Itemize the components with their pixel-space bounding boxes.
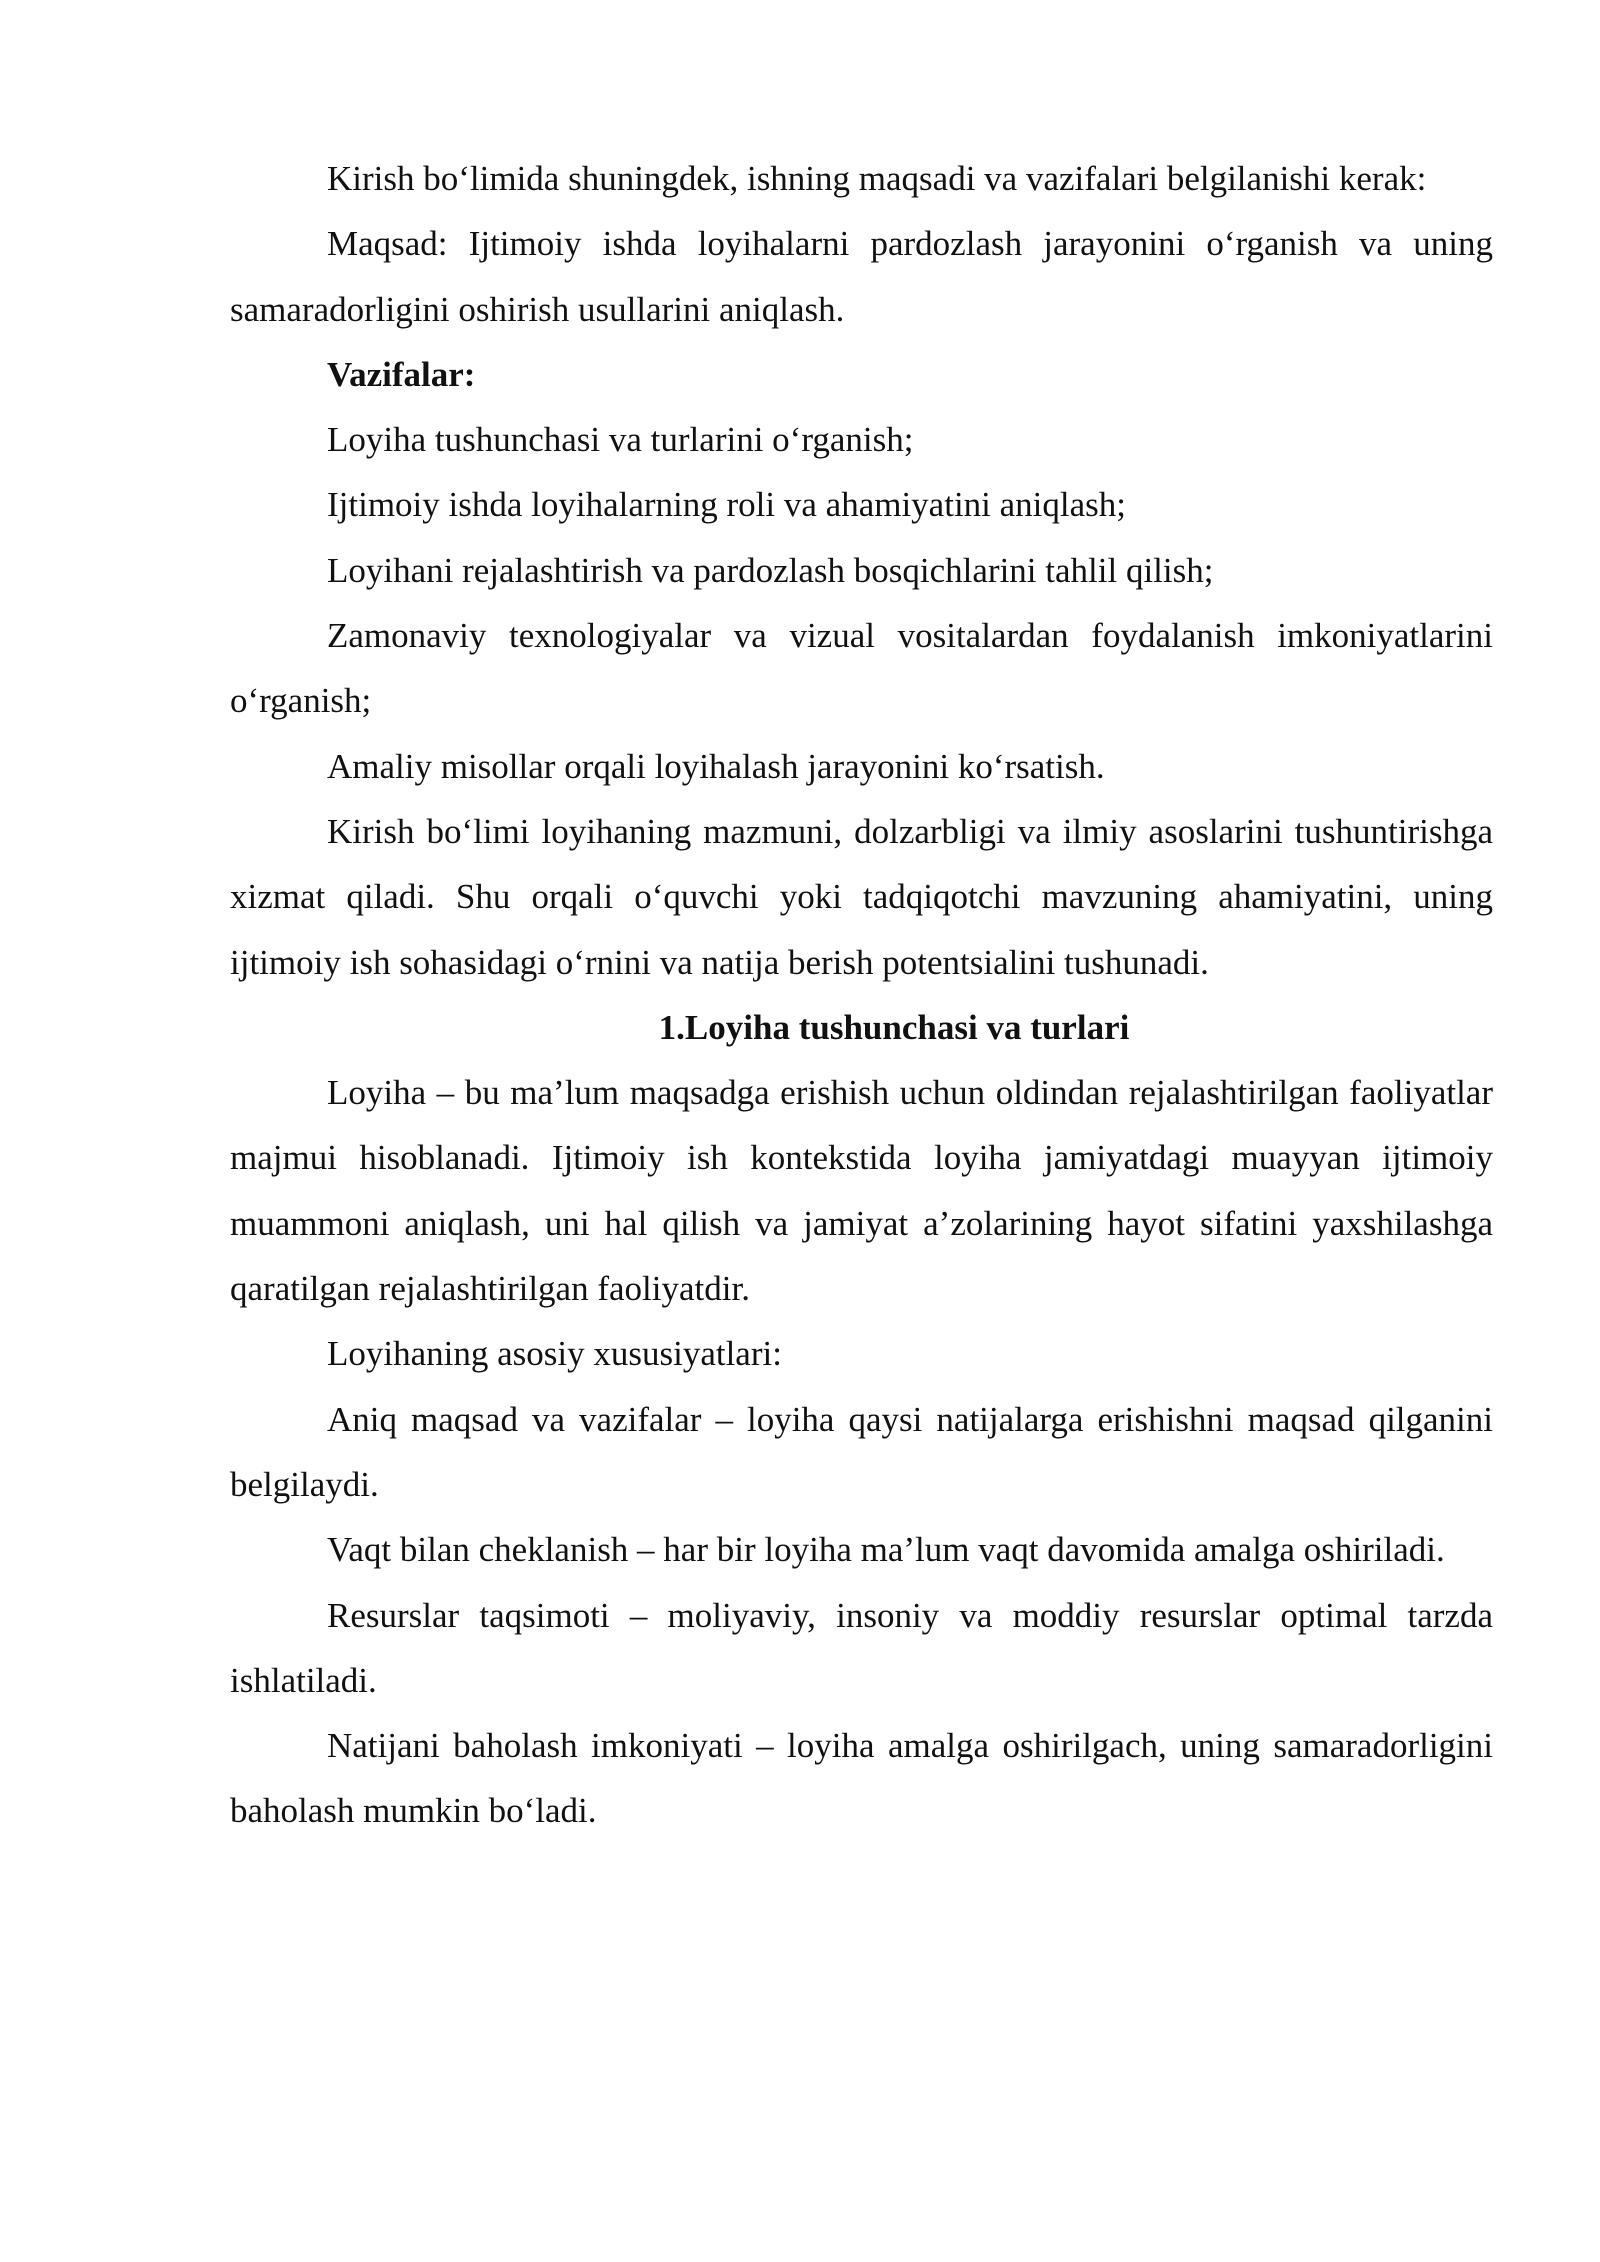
task-item: Amaliy misollar orqali loyihalash jarayonini ko‘rsatish. [327, 746, 1105, 786]
feature-item: Vaqt bilan cheklanish – har bir loyiha ma’lum vaqt davomida amalga oshiriladi. [327, 1530, 1445, 1570]
body-paragraph: Kirish bo‘limi loyihaning mazmuni, dolzarbligi va ilmiy asoslarini tushuntirishga xizmat qiladi. Shu orqali o‘quvchi yoki tadqiqotchi mavzuning ahamiyatini, uning ijtimoiy ish sohasidagi o‘rnini va natija berish potentsialini tushunadi. [230, 811, 1493, 982]
feature-item: Aniq maqsad va vazifalar – loyiha qaysi natijalarga erishishni maqsad qilganini belgilaydi. [230, 1399, 1493, 1504]
goal-paragraph: Maqsad: Ijtimoiy ishda loyihalarni pardozlash jarayonini o‘rganish va uning samaradorligini oshirish usullarini aniqlash. [230, 224, 1493, 329]
feature-item: Resurslar taqsimoti – moliyaviy, insoniy va moddiy resurslar optimal tarzda ishlatiladi. [230, 1595, 1493, 1700]
task-item: Ijtimoiy ishda loyihalarning roli va ahamiyatini aniqlash; [327, 485, 1127, 525]
section-heading: 1.Loyiha tushunchasi va turlari [658, 1007, 1130, 1047]
body-paragraph: Loyihaning asosiy xususiyatlari: [327, 1334, 782, 1374]
task-item: Loyiha tushunchasi va turlarini o‘rganish; [327, 420, 914, 460]
intro-paragraph: Kirish bo‘limida shuningdek, ishning maqsadi va vazifalari belgilanishi kerak: [327, 159, 1427, 198]
document-page [230, 146, 1493, 1844]
body-paragraph: Loyiha – bu ma’lum maqsadga erishish uchun oldindan rejalashtirilgan faoliyatlar majmui hisoblanadi. Ijtimoiy ish kontekstida loyiha jamiyatdagi muayyan ijtimoiy muammoni aniqlash, uni hal qilish va jamiyat a’zolarining hayot sifatini yaxshilashga qaratilgan rejalashtirilgan faoliyatdir. [230, 1073, 1493, 1309]
feature-item: Natijani baholash imkoniyati – loyiha amalga oshirilgach, uning samaradorligini baholash mumkin bo‘ladi. [230, 1726, 1493, 1831]
task-item: Zamonaviy texnologiyalar va vizual vositalardan foydalanish imkoniyatlarini o‘rganish; [230, 616, 1493, 721]
task-item: Loyihani rejalashtirish va pardozlash bosqichlarini tahlil qilish; [327, 550, 1214, 590]
tasks-heading: Vazifalar: [327, 354, 476, 394]
